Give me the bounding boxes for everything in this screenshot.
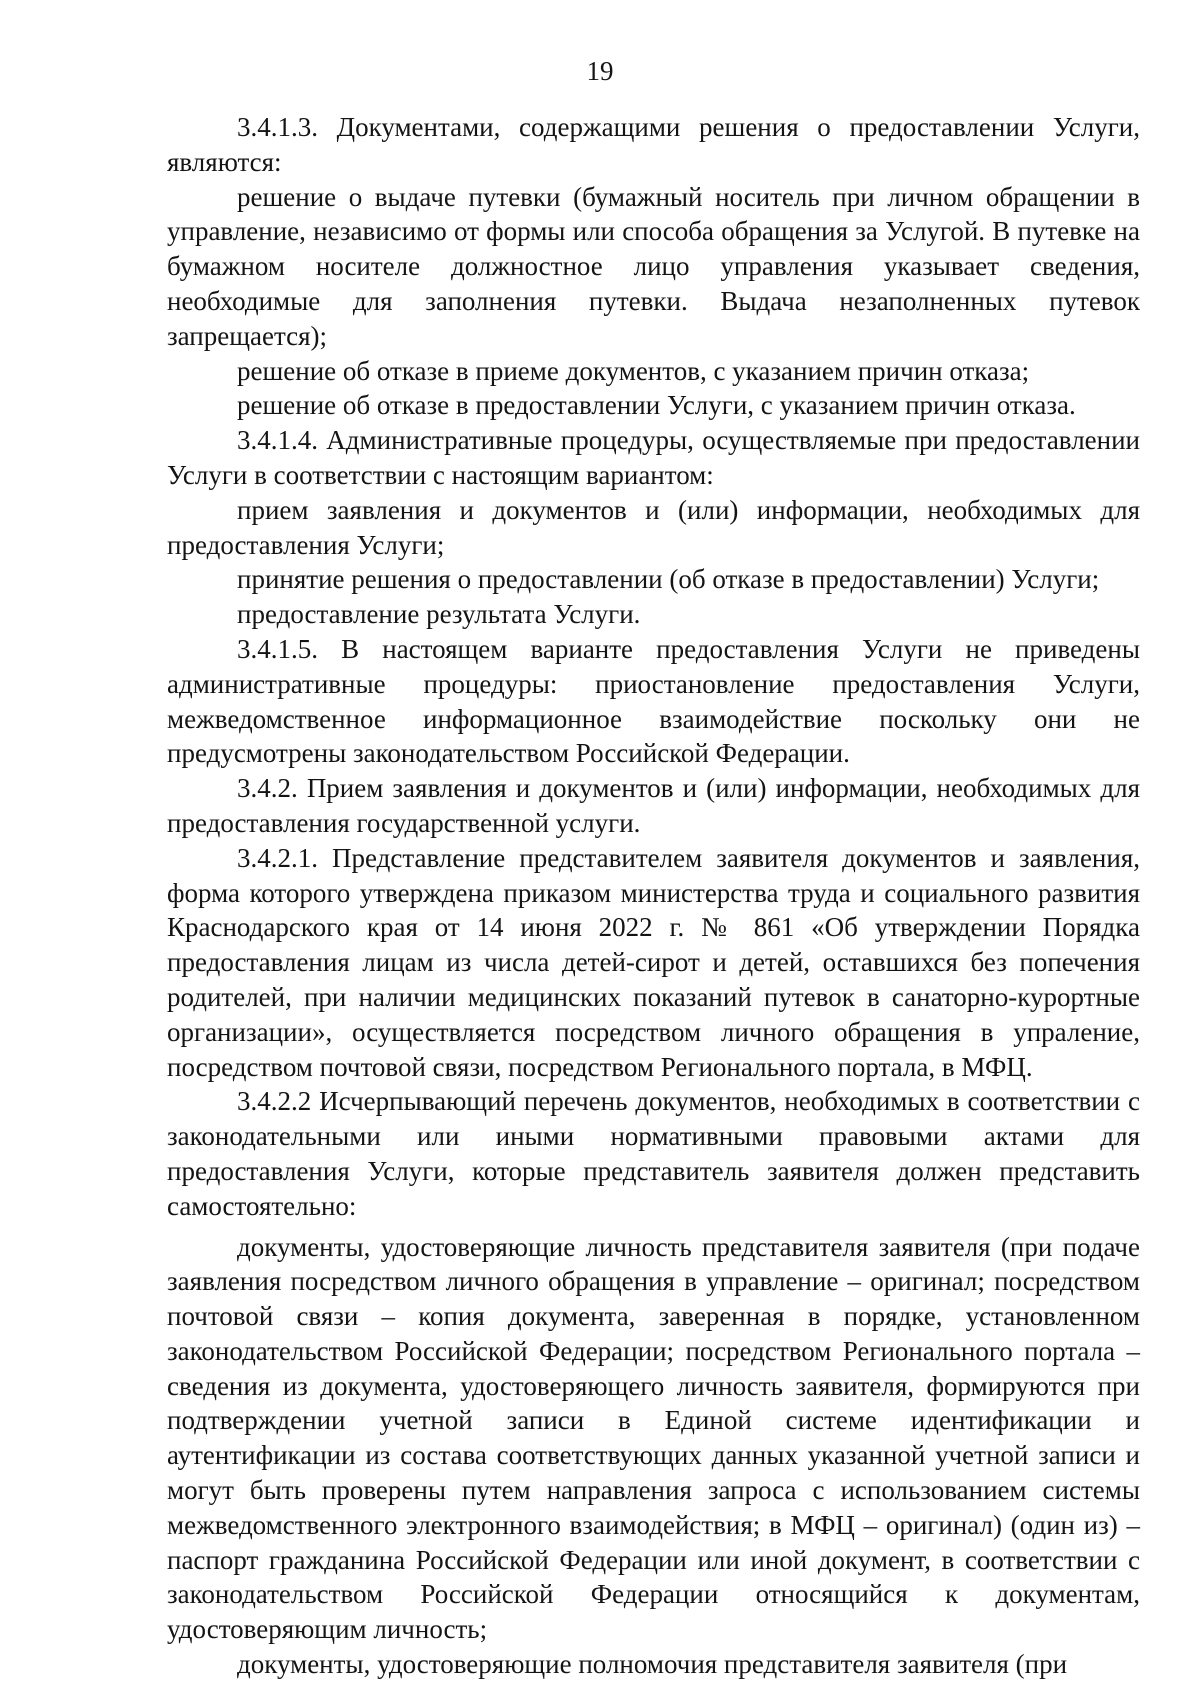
paragraph-refusal-service: решение об отказе в предоставлении Услуги, с указанием причин отказа. [237,390,1076,421]
paragraph-decision-voucher: решение о выдаче путевки (бумажный носитель при личном обращении в управление, независимо от формы или способа обращения за Услугой. В путевке на бумажном носителе должностное лицо управления указывает сведения, необходимые для заполнения путевки. Выдача незаполненных путевок запрещается); [167,181,1140,351]
paragraph-3-4-2-2: 3.4.2.2 Исчерпывающий перечень документов, необходимых в соответствии с законодательными или иными нормативными правовыми актами для предоставления Услуги, которые представитель заявителя должен представить самостоятельно: [167,1086,1140,1221]
paragraph-authority-documents: документы, удостоверяющие полномочия представителя заявителя (при [237,1649,1068,1680]
paragraph-identity-documents: документы, удостоверяющие личность представителя заявителя (при подаче заявления посредством личного обращения в управление – оригинал; посредством почтовой связи – копия документа, заверенная в порядке, установленном законодательством Российской Федерации; посредством Регионального портала – сведения из документа, удостоверяющего личность заявителя, формируются при подтверждении учетной записи в Единой системе идентификации и аутентификации из состава соответствующих данных указанной учетной записи и могут быть проверены путем направления запроса с использованием системы межведомственного электронного взаимодействия; в МФЦ – оригинал) (один из) – паспорт гражданина Российской Федерации или иной документ, в соответствии с законодательством Российской Федерации относящийся к документам, удостоверяющим личность; [167,1231,1140,1645]
paragraph-3-4-2: 3.4.2. Прием заявления и документов и (или) информации, необходимых для предоставления государственной услуги. [167,773,1140,838]
paragraph-result: предоставление результата Услуги. [237,599,641,630]
paragraph-3-4-1-3: 3.4.1.3. Документами, содержащими решения о предоставлении Услуги, являются: [167,112,1140,177]
paragraph-decision-making: принятие решения о предоставлении (об отказе в предоставлении) Услуги; [237,564,1100,595]
paragraph-3-4-2-1: 3.4.2.1. Представление представителем заявителя документов и заявления, форма которого утверждена приказом министерства труда и социального развития Краснодарского края от 14 июня 2022 г. № 861 «Об утверждении Порядка предоставления лицам из числа детей-сирот и детей, оставшихся без попечения родителей, при наличии медицинских показаний путевок в санаторно-курортные организации», осуществляется посредством личного обращения в упраление, посредством почтовой связи, посредством Регионального портала, в МФЦ. [167,842,1140,1082]
paragraph-3-4-1-5: 3.4.1.5. В настоящем варианте предоставления Услуги не приведены административные процедуры: приостановление предоставления Услуги, межведомственное информационное взаимодействие поскольку они не предусмотрены законодательством Российской Федерации. [167,633,1140,769]
paragraph-reception: прием заявления и документов и (или) информации, необходимых для предоставления Услуги; [167,494,1140,560]
page-number: 19 [586,56,614,86]
document-body [167,110,1140,1682]
paragraph-refusal-documents: решение об отказе в приеме документов, с указанием причин отказа; [237,355,1030,386]
paragraph-3-4-1-4: 3.4.1.4. Административные процедуры, осуществляемые при предоставлении Услуги в соответствии с настоящим вариантом: [167,425,1140,490]
